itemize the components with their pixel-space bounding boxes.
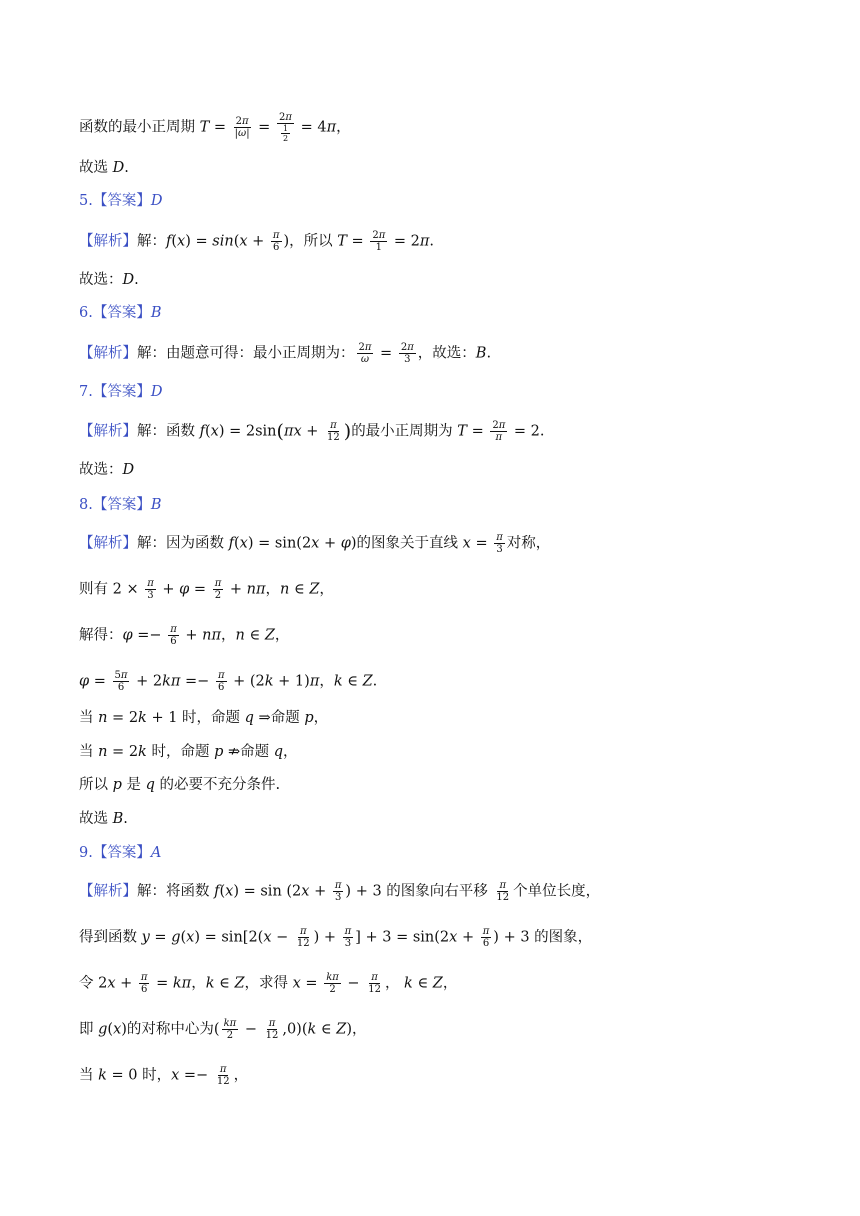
analysis-line-5: 【解析】解：f(x) = sin(x + $\frac{\pi}{6}$ )，所以 T = $\frac{2\pi}{1}$ = 2π. (79, 230, 435, 253)
analysis-line-8: 【解析】解：因为函数 f(x) = sin(2x + φ)的图象关于直线 x = $\frac{\pi}{3}$ 对称， (79, 532, 551, 555)
text-line-phi: φ = $\frac{5\pi}{6}$ + 2kπ =− $\frac{\pi}{6}$ + (2k + 1)π，k ∈ Z. (79, 670, 378, 693)
answer-heading-9: 9.【答案】A (79, 845, 162, 861)
text-line-conclusion: 所以 p 是 q 的必要不充分条件. (79, 777, 281, 793)
answer-heading-8: 8.【答案】B (79, 497, 162, 513)
analysis-line-6: 【解析】解：由题意可得：最小正周期为： $\frac{2\pi}{\omega}$ = $\frac{2\pi}{3}$ ，故选：B. (79, 342, 492, 365)
analysis-line-9: 【解析】解：将函数 f(x) = sin (2x + $\frac{\pi}{3}$ ) + 3 的图象向右平移 $\frac{\pi}{12}$ 个单位长度， (79, 880, 601, 903)
answer-heading-6: 6.【答案】B (79, 305, 162, 321)
text-line-symmetry-center: 即 g(x)的对称中心为( $\frac{k\pi}{2}$ − $\frac{\pi}{12}$ ,0)(k ∈ Z)， (79, 1018, 367, 1041)
text-line-choose-d: 故选 D. (79, 160, 129, 176)
text-line-k-zero: 当 k = 0 时，x =− $\frac{\pi}{12}$ ， (79, 1064, 249, 1087)
text-line-n-odd: 当 n = 2k + 1 时，命题 q ⇒命题 p， (79, 710, 329, 726)
text-line-shifted-function: 得到函数 y = g(x) = sin[2(x − $\frac{\pi}{12}$ ) + $\frac{\pi}{3}$ ] + 3 = sin(2x + $\frac{\pi}{6}$ ) + 3 的图象， (79, 926, 593, 949)
analysis-line-7: 【解析】解：函数 f(x) = 2sin(πx + $\frac{\pi}{12}$ )的最小正周期为 T = $\frac{2\pi}{\pi}$ = 2. (79, 420, 545, 443)
text-line-let: 令 2x + $\frac{\pi}{6}$ = kπ，k ∈ Z，求得 x = $\frac{k\pi}{2}$ − $\frac{\pi}{12}$ ， k ∈ Z， (79, 972, 458, 995)
text-line-choose-d-2: 故选：D. (79, 272, 139, 288)
text-line-choose-d-3: 故选：D (79, 462, 135, 478)
text-line-n-even: 当 n = 2k 时，命题 p ⇏命题 q， (79, 744, 298, 760)
answer-heading-5: 5.【答案】D (79, 193, 163, 209)
text-line-then: 则有 2 × $\frac{\pi}{3}$ + φ = $\frac{\pi}{2}$ + nπ，n ∈ Z， (79, 578, 334, 601)
text-line-period-formula: 函数的最小正周期 T = $\frac{2\pi}{|\omega|}$ = $\frac{2\pi}{\frac{1}{2}}$ = 4π， (79, 112, 351, 143)
text-line-choose-b: 故选 B. (79, 811, 128, 827)
answer-heading-7: 7.【答案】D (79, 384, 163, 400)
text-line-solve: 解得：φ =− $\frac{\pi}{6}$ + nπ，n ∈ Z， (79, 624, 290, 647)
